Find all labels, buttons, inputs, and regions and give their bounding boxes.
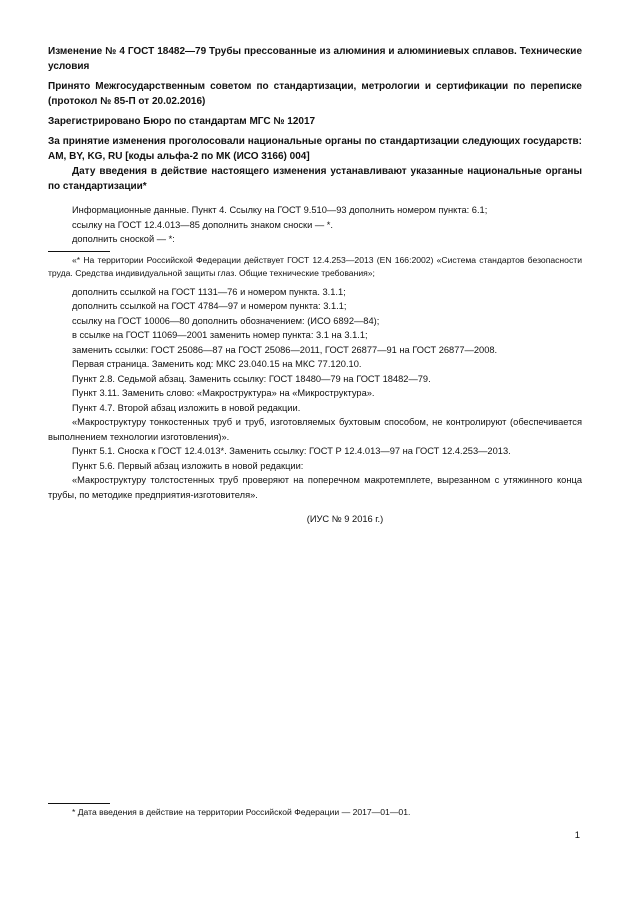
body-line: «Макроструктуру тонкостенных труб и труб, изготовляемых бухтовым способом, не контролируют (обеспечивается выполнением технологии изготовления)». xyxy=(48,417,582,442)
body-line: Пункт 5.6. Первый абзац изложить в новой редакции: xyxy=(72,460,304,471)
body-line: Информационные данные. Пункт 4. Ссылку на ГОСТ 9.510—93 дополнить номером пункта: 6.1; xyxy=(72,205,488,215)
footnote-rule xyxy=(48,251,110,252)
body-line: Пункт 2.8. Седьмой абзац. Заменить ссылку: ГОСТ 18480—79 на ГОСТ 18482—79. xyxy=(72,373,431,384)
footnote-rule xyxy=(48,803,110,804)
registration-note: Зарегистрировано Бюро по стандартам МГС № 12017 xyxy=(48,116,316,127)
effective-date-note: Дату введения в действие настоящего изменения устанавливают указанные национальные органы по стандартизации* xyxy=(48,166,582,192)
body-line: заменить ссылки: ГОСТ 25086—87 на ГОСТ 25086—2011, ГОСТ 26877—91 на ГОСТ 26877—2008. xyxy=(72,344,498,355)
page-footnote: * Дата введения в действие на территории Российской Федерации — 2017—01—01. xyxy=(72,807,411,817)
body-line: в ссылке на ГОСТ 11069—2001 заменить номер пункта: 3.1 на 3.1.1; xyxy=(72,330,368,340)
body-line: Пункт 4.7. Второй абзац изложить в новой редакции. xyxy=(72,402,301,413)
body-line: Пункт 3.11. Заменить слово: «Макроструктура» на «Микроструктура». xyxy=(72,388,375,398)
document-body xyxy=(48,44,582,526)
body-line: ссылку на ГОСТ 10006—80 дополнить обозначением: (ИСО 6892—84); xyxy=(72,315,380,326)
inline-footnote: «* На территории Российской Федерации действует ГОСТ 12.4.253—2013 (EN 166:2002) «Система стандартов безопасности труда. Средства индивидуальной защиты глаз. Общие технические требования»; xyxy=(48,254,582,278)
body-line: дополнить сноской — *: xyxy=(72,234,175,244)
adoption-note: Принято Межгосударственным советом по стандартизации, метрологии и сертификации по переписке (протокол № 85-П от 20.02.2016) xyxy=(48,81,582,107)
body-line: Первая страница. Заменить код: МКС 23.040.15 на МКС 77.120.10. xyxy=(72,359,362,369)
body-line: Пункт 5.1. Сноска к ГОСТ 12.4.013*. Заменить ссылку: ГОСТ Р 12.4.013—97 на ГОСТ 12.4.253—2013. xyxy=(72,446,511,456)
body-line: дополнить ссылкой на ГОСТ 1131—76 и номером пункта. 3.1.1; xyxy=(72,286,346,297)
body-line: дополнить ссылкой на ГОСТ 4784—97 и номером пункта: 3.1.1; xyxy=(72,301,347,311)
amendment-title: Изменение № 4 ГОСТ 18482—79 Трубы прессованные из алюминия и алюминиевых сплавов. Технические условия xyxy=(48,46,582,72)
body-line: ссылку на ГОСТ 12.4.013—85 дополнить знаком сноски — *. xyxy=(72,219,333,230)
body-line: «Макроструктуру толстостенных труб проверяют на поперечном макротемплете, вырезанном с утяжинного конца трубы, по методике предприятия-изготовителя». xyxy=(48,475,582,500)
page-number: 1 xyxy=(574,830,580,841)
source-reference: (ИУС № 9 2016 г.) xyxy=(306,514,384,524)
voting-note: За принятие изменения проголосовали национальные органы по стандартизации следующих государств: AM, BY, KG, RU [коды альфа-2 по МК (ИСО 3166) 004] xyxy=(48,136,582,162)
